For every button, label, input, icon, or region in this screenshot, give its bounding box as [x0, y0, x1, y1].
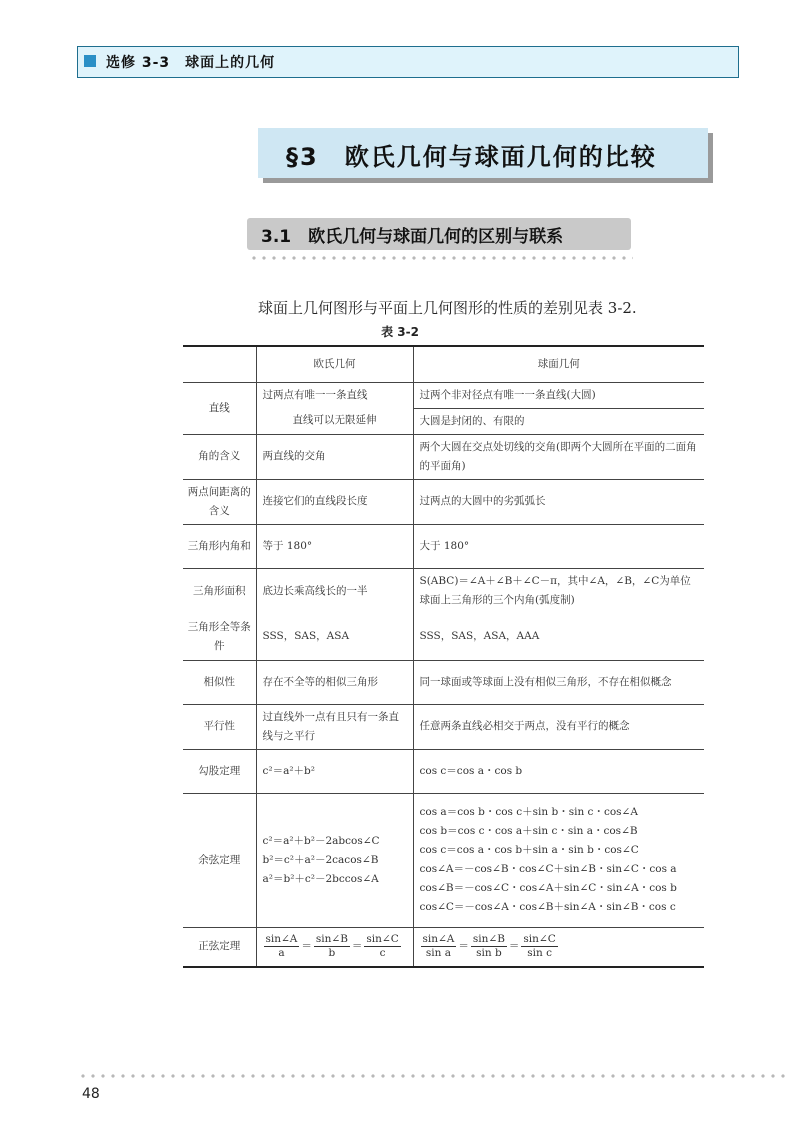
cell-sphere: 过两点的大圆中的劣弧弧长	[413, 479, 704, 524]
table-row	[183, 793, 704, 927]
table-row	[183, 927, 704, 967]
cell-euclid: 两直线的交角	[256, 434, 413, 479]
numerator: sin∠C	[523, 933, 556, 946]
table-row	[183, 660, 704, 704]
numerator: sin∠C	[366, 933, 399, 946]
table-row	[183, 408, 704, 434]
fraction	[471, 933, 507, 960]
denominator: sin c	[527, 947, 552, 960]
page-number: 48	[82, 1086, 100, 1102]
fraction	[521, 933, 557, 960]
denominator: a	[278, 947, 285, 960]
denominator: b	[328, 947, 336, 960]
numerator: sin∠B	[315, 933, 348, 946]
denominator: c	[379, 947, 386, 960]
row-label-sine: 正弦定理	[183, 927, 256, 967]
header-cell-blank	[183, 346, 256, 382]
equals-sign: ＝	[301, 940, 312, 953]
equals-sign: ＝	[508, 940, 520, 953]
fraction	[264, 933, 300, 960]
cell-sphere: cos c＝cos a・cos b	[413, 749, 704, 793]
fraction	[314, 933, 350, 960]
header-cell-euclid: 欧氏几何	[256, 346, 413, 382]
formula-line: cos∠B＝－cos∠C・cos∠A＋sin∠C・sin∠A・cos b	[419, 882, 677, 894]
row-label-cosine: 余弦定理	[183, 793, 256, 927]
cell-sphere	[413, 793, 704, 927]
section-dotted-rule	[249, 256, 633, 260]
cell-euclid: 等于 180°	[256, 524, 413, 568]
formula-line: cos∠C＝－cos∠A・cos∠B＋sin∠A・sin∠B・cos c	[419, 901, 676, 913]
formula-line: c²＝a²＋b²－2abcos∠C	[262, 834, 380, 847]
cell-euclid: 过直线外一点有且只有一条直线与之平行	[256, 704, 413, 749]
cell-sphere: 两个大圆在交点处切线的交角(即两个大圆所在平面的二面角的平面角)	[413, 434, 704, 479]
row-label-area: 三角形面积	[183, 568, 256, 614]
cell-sphere: S(ABC)＝∠A＋∠B＋∠C－π，其中∠A，∠B，∠C为单位球面上三角形的三个内角(弧度制)	[413, 568, 704, 614]
table-row	[183, 434, 704, 479]
cell-sphere: SSS，SAS，ASA，AAA	[413, 614, 704, 660]
header-cell-sphere: 球面几何	[413, 346, 704, 382]
row-label-pythagoras: 勾股定理	[183, 749, 256, 793]
chapter-title: §3 欧氏几何与球面几何的比较	[286, 143, 657, 171]
cell-euclid: SSS，SAS，ASA	[256, 614, 413, 660]
row-label-angle: 角的含义	[183, 434, 256, 479]
table-row	[183, 524, 704, 568]
cell-sphere: 任意两条直线必相交于两点，没有平行的概念	[413, 704, 704, 749]
table-row	[183, 614, 704, 660]
row-label-parallel: 平行性	[183, 704, 256, 749]
cell-sphere: 过两个非对径点有唯一一条直线(大圆)	[413, 382, 704, 408]
cell-sphere	[413, 927, 704, 967]
table-caption: 表 3-2	[381, 325, 419, 339]
cell-sphere: 大圆是封闭的、有限的	[413, 408, 704, 434]
cell-euclid: 连接它们的直线段长度	[256, 479, 413, 524]
row-label-congruence: 三角形全等条件	[183, 614, 256, 660]
fraction	[421, 933, 457, 960]
section-title: 3.1 欧氏几何与球面几何的区别与联系	[261, 227, 564, 247]
table-row	[183, 749, 704, 793]
row-label-similarity: 相似性	[183, 660, 256, 704]
numerator: sin∠A	[422, 933, 455, 946]
table-header-row	[183, 346, 704, 382]
cell-sphere: 大于 180°	[413, 524, 704, 568]
cell-sphere: 同一球面或等球面上没有相似三角形，不存在相似概念	[413, 660, 704, 704]
cell-euclid	[256, 927, 413, 967]
formula-line: cos b＝cos c・cos a＋sin c・sin a・cos∠B	[419, 825, 638, 837]
cell-euclid: 存在不全等的相似三角形	[256, 660, 413, 704]
numerator: sin∠B	[472, 933, 505, 946]
formula-line: a²＝b²＋c²－2bccos∠A	[262, 872, 379, 885]
table-row	[183, 704, 704, 749]
formula-line: cos∠A＝－cos∠B・cos∠C＋sin∠B・sin∠C・cos a	[419, 863, 677, 875]
table-row	[183, 382, 704, 408]
row-label-angle-sum: 三角形内角和	[183, 524, 256, 568]
cell-euclid	[256, 793, 413, 927]
formula-line: cos a＝cos b・cos c＋sin b・sin c・cos∠A	[419, 806, 638, 818]
formula-line: b²＝c²＋a²－2cacos∠B	[262, 853, 379, 866]
intro-paragraph: 球面上几何图形与平面上几何图形的性质的差别见表 3-2.	[258, 299, 637, 317]
table-row	[183, 479, 704, 524]
cell-euclid: 过两点有唯一一条直线	[256, 382, 413, 408]
table-row	[183, 568, 704, 614]
fraction	[364, 933, 400, 960]
cell-euclid: 底边长乘高线长的一半	[256, 568, 413, 614]
comparison-table	[183, 345, 704, 968]
denominator: sin b	[476, 947, 502, 960]
equals-sign: ＝	[351, 940, 363, 953]
formula-line: cos c＝cos a・cos b＋sin a・sin b・cos∠C	[419, 844, 639, 856]
cell-euclid: 直线可以无限延伸	[256, 408, 413, 434]
cell-euclid: c²＝a²＋b²	[256, 749, 413, 793]
denominator: sin a	[425, 947, 451, 960]
header-marker-icon	[84, 55, 96, 67]
numerator: sin∠A	[265, 933, 298, 946]
equals-sign: ＝	[458, 940, 469, 953]
running-header	[77, 46, 739, 78]
section-title-box	[247, 218, 631, 250]
row-label-distance: 两点间距离的含义	[183, 479, 256, 524]
running-header-text: 选修 3-3 球面上的几何	[106, 55, 276, 71]
row-label-line: 直线	[183, 382, 256, 434]
chapter-title-box	[258, 128, 708, 178]
footer-dotted-rule	[78, 1074, 790, 1078]
